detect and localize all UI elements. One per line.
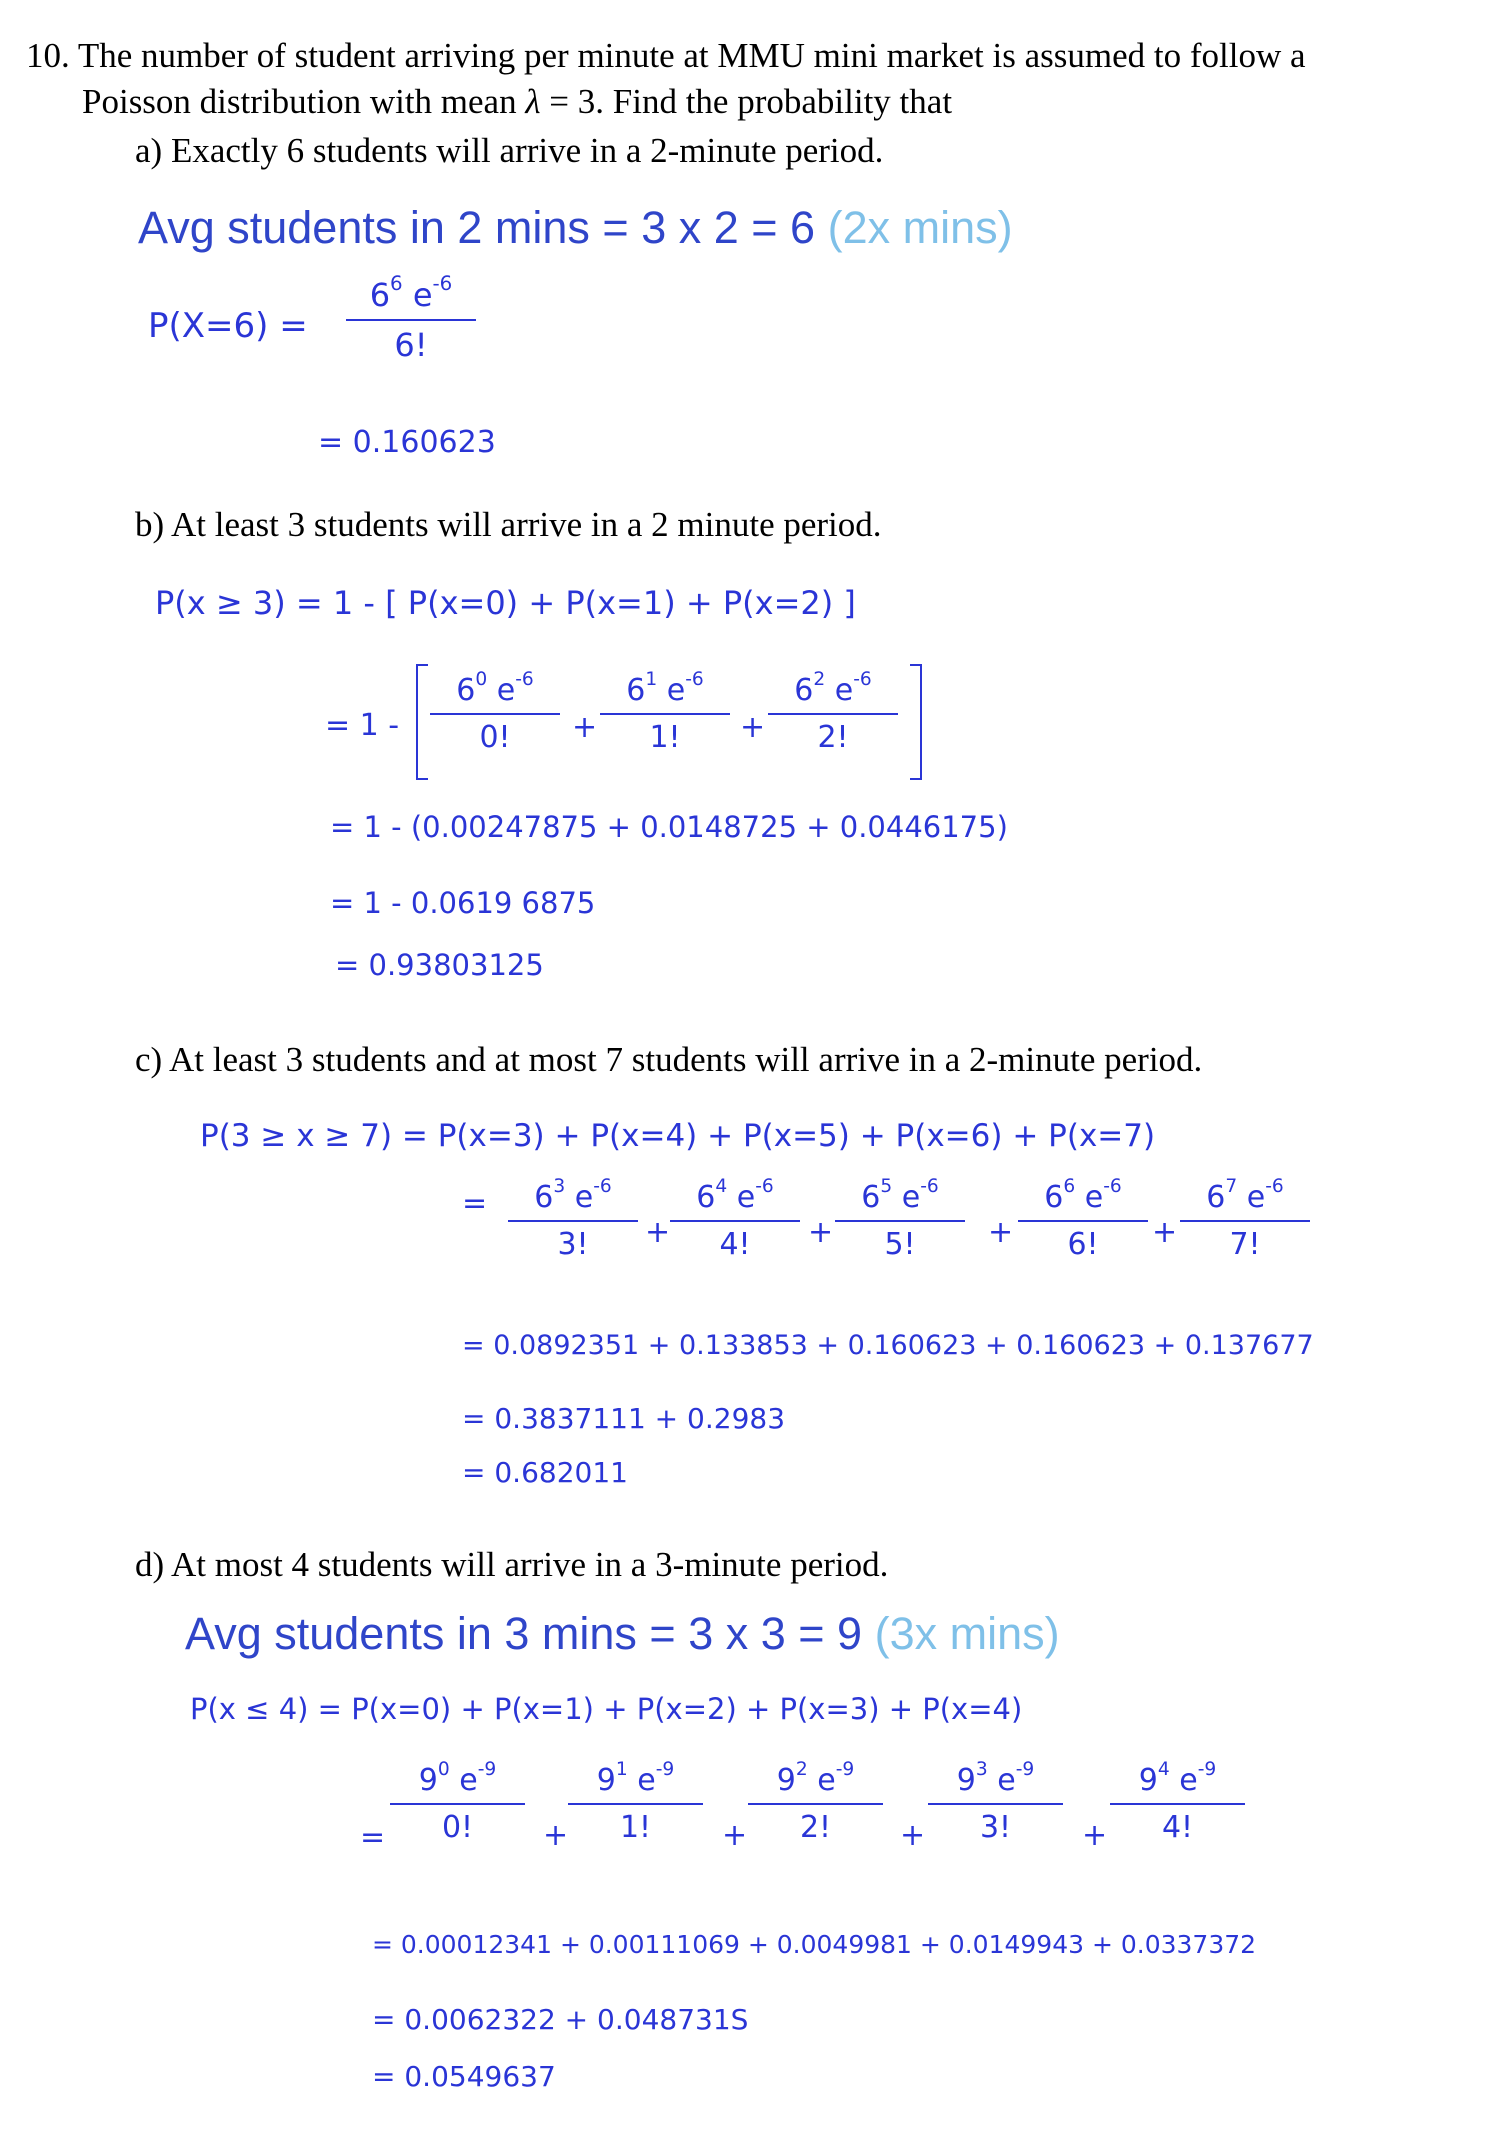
part-a-numerator: $6^6$ $e^{-6}$ bbox=[369, 272, 453, 314]
part-a-question: a) Exactly 6 students will arrive in a 2-minute period. bbox=[135, 131, 884, 170]
part-a-lhs: P(X=6) = bbox=[148, 306, 308, 346]
part-c-line-1: P(3 ≥ x ≥ 7) = P(x=3) + P(x=4) + P(x=5) + P(x=6) + P(x=7) bbox=[200, 1118, 1156, 1154]
part-a-average-note: (2x mins) bbox=[827, 202, 1013, 253]
plus-sign: + bbox=[1082, 1818, 1108, 1853]
part-a-result: = 0.160623 bbox=[318, 425, 496, 460]
part-d-fraction-5: $9^4$ $e^{-9}$ 4! bbox=[1110, 1763, 1245, 1845]
plus-sign: + bbox=[722, 1818, 748, 1853]
part-d-average-note: (3x mins) bbox=[874, 1608, 1060, 1659]
part-a-average-line bbox=[138, 202, 1013, 254]
part-c-question: c) At least 3 students and at most 7 students will arrive in a 2-minute period. bbox=[135, 1040, 1203, 1079]
part-b-fraction-1: $6^0$ $e^{-6}$ 0! bbox=[430, 673, 560, 755]
plus-sign: + bbox=[988, 1215, 1014, 1250]
part-d-fraction-4: $9^3$ $e^{-9}$ 3! bbox=[928, 1763, 1063, 1845]
part-a-fraction bbox=[346, 272, 476, 364]
question-line-2-post: = 3. Find the probability that bbox=[540, 82, 953, 121]
part-d-average-main: Avg students in 3 mins = 3 x 3 = 9 bbox=[185, 1608, 863, 1659]
part-d-question: d) At most 4 students will arrive in a 3-minute period. bbox=[135, 1545, 889, 1584]
part-c-fraction-5: $6^7$ $e^{-6}$ 7! bbox=[1180, 1180, 1310, 1262]
part-b-question: b) At least 3 students will arrive in a 2 minute period. bbox=[135, 505, 882, 544]
part-b-fraction-3: $6^2$ $e^{-6}$ 2! bbox=[768, 673, 898, 755]
part-d-line-3: = 0.00012341 + 0.00111069 + 0.0049981 + 0.0149943 + 0.0337372 bbox=[372, 1930, 1257, 1959]
part-b-fraction-2: $6^1$ $e^{-6}$ 1! bbox=[600, 673, 730, 755]
part-c-line-4: = 0.3837111 + 0.2983 bbox=[462, 1402, 786, 1435]
plus-sign: + bbox=[900, 1818, 926, 1853]
part-b-line-4: = 1 - 0.0619 6875 bbox=[330, 886, 596, 920]
part-c-fraction-3: $6^5$ $e^{-6}$ 5! bbox=[835, 1180, 965, 1262]
part-c-fraction-4: $6^6$ $e^{-6}$ 6! bbox=[1018, 1180, 1148, 1262]
part-d-fraction-2: $9^1$ $e^{-9}$ 1! bbox=[568, 1763, 703, 1845]
part-a-average-main: Avg students in 2 mins = 3 x 2 = 6 bbox=[138, 202, 816, 253]
plus-sign: + bbox=[740, 710, 766, 745]
part-c-line-3: = 0.0892351 + 0.133853 + 0.160623 + 0.160623 + 0.137677 bbox=[462, 1330, 1314, 1361]
part-c-line-5: = 0.682011 bbox=[462, 1456, 628, 1489]
part-b-line-3: = 1 - (0.00247875 + 0.0148725 + 0.0446175) bbox=[330, 810, 1008, 844]
question-line-2-pre: Poisson distribution with mean bbox=[82, 82, 526, 121]
part-d-line-5: = 0.0549637 bbox=[372, 2060, 556, 2093]
part-a-fraction-bar bbox=[346, 319, 476, 321]
part-b-prefix: = 1 - bbox=[325, 708, 400, 743]
question-number-line: 10. The number of student arriving per minute at MMU mini market is assumed to follow a bbox=[26, 36, 1306, 75]
plus-sign: + bbox=[808, 1215, 834, 1250]
plus-sign: + bbox=[1152, 1215, 1178, 1250]
part-d-average-line bbox=[185, 1608, 1060, 1660]
part-b-line-5: = 0.93803125 bbox=[335, 948, 544, 982]
part-d-fraction-1: $9^0$ $e^{-9}$ 0! bbox=[390, 1763, 525, 1845]
lambda-symbol: λ bbox=[525, 82, 541, 121]
part-b-right-bracket bbox=[910, 664, 922, 780]
part-b-left-bracket bbox=[416, 664, 428, 780]
part-c-fraction-1: $6^3$ $e^{-6}$ 3! bbox=[508, 1180, 638, 1262]
part-d-line-4: = 0.0062322 + 0.048731S bbox=[372, 2003, 749, 2036]
plus-sign: + bbox=[645, 1215, 671, 1250]
part-c-fraction-2: $6^4$ $e^{-6}$ 4! bbox=[670, 1180, 800, 1262]
part-a-denominator: 6! bbox=[394, 326, 428, 364]
part-c-prefix: = bbox=[462, 1186, 488, 1221]
part-d-fraction-3: $9^2$ $e^{-9}$ 2! bbox=[748, 1763, 883, 1845]
part-d-prefix: = bbox=[360, 1820, 386, 1855]
plus-sign: + bbox=[572, 710, 598, 745]
question-line-2 bbox=[82, 82, 952, 122]
plus-sign: + bbox=[543, 1818, 569, 1853]
part-d-line-1: P(x ≤ 4) = P(x=0) + P(x=1) + P(x=2) + P(x=3) + P(x=4) bbox=[190, 1692, 1023, 1726]
part-b-line-1: P(x ≥ 3) = 1 - [ P(x=0) + P(x=1) + P(x=2) ] bbox=[155, 584, 856, 622]
